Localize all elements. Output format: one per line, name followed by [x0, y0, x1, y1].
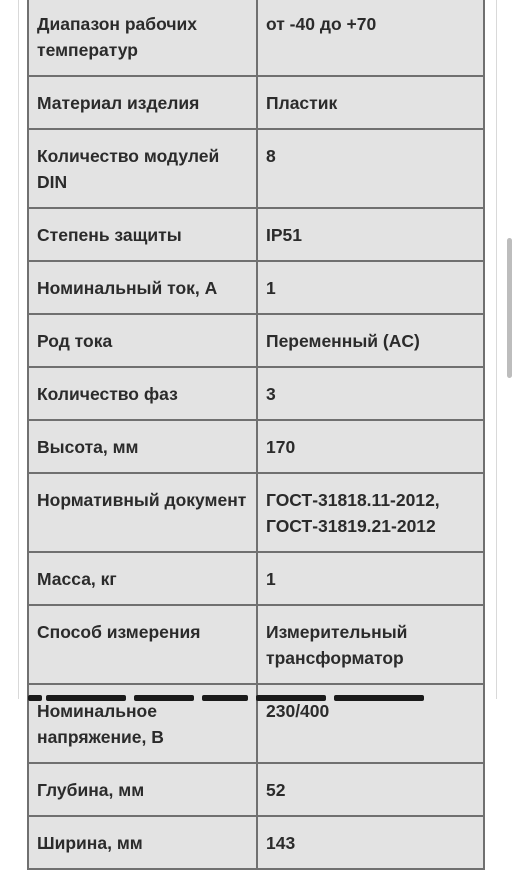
- table-row: [28, 473, 484, 552]
- table-row: [28, 129, 484, 208]
- spec-value: Измерительный трансформатор: [257, 605, 484, 684]
- specifications-table: [27, 0, 485, 870]
- spec-value: Пластик: [257, 76, 484, 129]
- spec-label: Способ измерения: [28, 605, 257, 684]
- spec-label: Степень защиты: [28, 208, 257, 261]
- spec-value: Переменный (AC): [257, 314, 484, 367]
- spec-label: Материал изделия: [28, 76, 257, 129]
- spec-value: ГОСТ-31818.11-2012, ГОСТ-31819.21-2012: [257, 473, 484, 552]
- spec-value: 52: [257, 763, 484, 816]
- spec-value: 3: [257, 367, 484, 420]
- spec-value: 1: [257, 261, 484, 314]
- spec-value: 1: [257, 552, 484, 605]
- spec-label: Номинальный ток, А: [28, 261, 257, 314]
- cut-off-text-line: [28, 688, 458, 702]
- vertical-scrollbar[interactable]: [507, 238, 512, 378]
- table-row: [28, 367, 484, 420]
- spec-value: 230/400: [257, 684, 484, 763]
- spec-label: Количество фаз: [28, 367, 257, 420]
- left-divider: [18, 0, 19, 699]
- spec-value: 143: [257, 816, 484, 869]
- spec-value: 170: [257, 420, 484, 473]
- table-row: [28, 261, 484, 314]
- table-row: [28, 552, 484, 605]
- table-row: [28, 816, 484, 869]
- right-divider: [496, 0, 497, 699]
- table-row: [28, 314, 484, 367]
- spec-label: Высота, мм: [28, 420, 257, 473]
- spec-label: Ширина, мм: [28, 816, 257, 869]
- spec-value: от -40 до +70: [257, 0, 484, 76]
- spec-label: Количество модулей DIN: [28, 129, 257, 208]
- table-row: [28, 0, 484, 76]
- spec-label: Род тока: [28, 314, 257, 367]
- table-row: [28, 763, 484, 816]
- spec-label: Нормативный документ: [28, 473, 257, 552]
- table-row: [28, 76, 484, 129]
- spec-label: Номинальное напряжение, В: [28, 684, 257, 763]
- spec-label: Масса, кг: [28, 552, 257, 605]
- spec-label: Диапазон рабочих температур: [28, 0, 257, 76]
- table-row: [28, 208, 484, 261]
- table-row: [28, 420, 484, 473]
- table-row: [28, 605, 484, 684]
- spec-value: IP51: [257, 208, 484, 261]
- spec-value: 8: [257, 129, 484, 208]
- spec-label: Глубина, мм: [28, 763, 257, 816]
